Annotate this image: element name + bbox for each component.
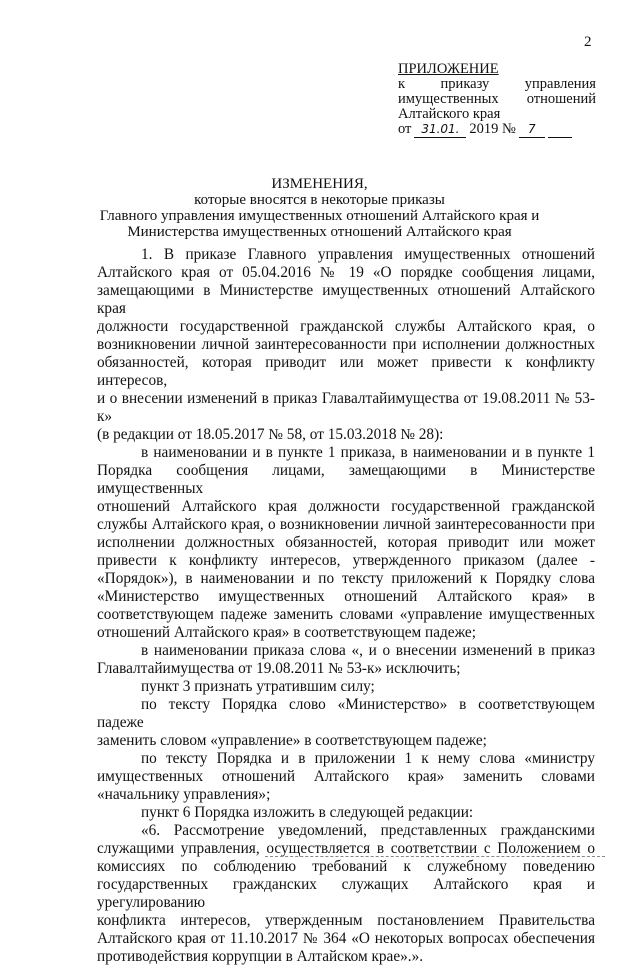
body-line-text: Главалтайимущества от 19.08.2011 № 53-к» исключить; xyxy=(97,660,461,677)
body-line-text: по тексту Порядка слово «Министерство» в соответствующем падеже xyxy=(97,696,595,731)
body-line xyxy=(97,570,595,588)
appendix-line-1 xyxy=(398,77,596,92)
appendix-date-row xyxy=(398,122,596,138)
body-line xyxy=(97,624,595,642)
appendix-line-2 xyxy=(398,92,596,107)
appendix-block xyxy=(398,62,596,138)
body-line xyxy=(97,660,595,678)
body-line-text: возникновении личной заинтересованности при исполнении должностных xyxy=(97,336,595,353)
body-line xyxy=(97,642,595,660)
body-line xyxy=(97,768,595,786)
body-line-text: и о внесении изменений в приказ Главалтайимущества от 19.08.2011 № 53-к» xyxy=(97,390,595,425)
body-line-text: обязанностей, которая приводит или может привести к конфликту интересов, xyxy=(97,354,595,389)
body-line-text: заменить словом «управление» в соответствующем падеже; xyxy=(97,732,487,749)
body-line xyxy=(97,696,595,732)
body-line-text: «6. Рассмотрение уведомлений, представленных гражданскими xyxy=(141,822,595,839)
appendix-word: приказу xyxy=(440,76,490,92)
body-line-text: пункт 3 признать утратившим силу; xyxy=(141,678,375,695)
body-line xyxy=(97,246,595,264)
appendix-word: Алтайского края xyxy=(398,106,501,122)
heading-line: которые вносятся в некоторые приказы xyxy=(194,192,445,208)
document-body xyxy=(97,246,595,966)
body-line xyxy=(97,498,595,516)
body-line xyxy=(97,732,595,750)
body-line xyxy=(97,336,595,354)
body-line-text: отношений Алтайского края» в соответствующем падеже; xyxy=(97,624,476,641)
body-line xyxy=(97,588,595,606)
heading-line: Министерства имущественных отношений Алтайского края xyxy=(127,224,512,240)
body-line xyxy=(97,786,595,804)
body-line-text: в наименовании приказа слова «, и о внесении изменений в приказ xyxy=(141,642,595,659)
handwritten-date: 31.01. xyxy=(414,122,466,138)
body-line xyxy=(97,444,595,462)
body-line-text: «начальнику управления»; xyxy=(97,786,271,803)
date-prefix: от xyxy=(398,121,412,137)
body-line xyxy=(97,282,595,318)
body-line-text: привести к конфликту интересов, утвержденного приказом (далее - xyxy=(97,552,595,569)
body-line-text: имущественных отношений Алтайского края» заменить словами xyxy=(97,768,595,785)
body-line-text: Алтайского края от 11.10.2017 № 364 «О некоторых вопросах обеспечения xyxy=(97,930,595,947)
body-line-text: противодействия коррупции в Алтайском крае».». xyxy=(97,948,424,965)
appendix-line-3 xyxy=(398,107,596,122)
body-line-text: в наименовании и в пункте 1 приказа, в наименовании и в пункте 1 xyxy=(141,444,595,461)
body-line-text: исполнении должностных обязанностей, которая приводит или может xyxy=(97,534,595,551)
body-line xyxy=(97,606,595,624)
body-line-text: отношений Алтайского края должности государственной гражданской xyxy=(97,498,595,515)
page-bottom-rule xyxy=(265,856,605,857)
body-line xyxy=(97,858,595,876)
body-line-text: «Порядок»), в наименовании и по тексту приложений к Порядку слова xyxy=(97,570,595,587)
body-line-text: должности государственной гражданской службы Алтайского края, о xyxy=(97,318,595,335)
appendix-title: ПРИЛОЖЕНИЕ xyxy=(398,61,499,77)
handwritten-order-number: 7 xyxy=(519,122,545,138)
body-line-text: комиссиях по соблюдению требований к служебному поведению xyxy=(97,858,595,875)
body-line xyxy=(97,264,595,282)
body-line xyxy=(97,678,595,696)
body-line xyxy=(97,750,595,768)
number-underline xyxy=(548,122,572,138)
appendix-title-row xyxy=(398,62,596,77)
appendix-word: к xyxy=(398,76,406,92)
body-line-text: по тексту Порядка и в приложении 1 к нему слова «министру xyxy=(141,750,595,767)
body-line xyxy=(97,534,595,552)
body-line xyxy=(97,930,595,948)
appendix-word: имущественных xyxy=(398,91,499,107)
heading-title: ИЗМЕНЕНИЯ, xyxy=(271,176,368,192)
body-line xyxy=(97,876,595,912)
body-line-text: пункт 6 Порядка изложить в следующей редакции: xyxy=(141,804,474,821)
body-line xyxy=(97,318,595,336)
page-number: 2 xyxy=(584,34,592,50)
body-line-text: служащими управления, осуществляется в соответствии с Положением о xyxy=(97,840,595,857)
body-line xyxy=(97,516,595,534)
body-line xyxy=(97,912,595,930)
body-line-text: замещающими в Министерстве имущественных отношений Алтайского края xyxy=(97,282,595,317)
body-line-text: конфликта интересов, утвержденным постановлением Правительства xyxy=(97,912,595,929)
body-line xyxy=(97,426,595,444)
body-line-text: Алтайского края от 05.04.2016 № 19 «О порядке сообщения лицами, xyxy=(97,264,595,281)
body-line xyxy=(97,462,595,498)
body-line-text: «Министерство имущественных отношений Алтайского края» в xyxy=(97,588,595,605)
body-line-text: соответствующем падеже заменить словами «управление имущественных xyxy=(97,606,595,623)
order-year: 2019 № xyxy=(469,121,516,137)
body-line-text: службы Алтайского края, о возникновении личной заинтересованности при xyxy=(97,516,595,533)
appendix-word: отношений xyxy=(526,91,596,107)
body-line xyxy=(97,804,595,822)
body-line xyxy=(97,354,595,390)
body-line-text: (в редакции от 18.05.2017 № 58, от 15.03.2018 № 28): xyxy=(97,426,444,443)
body-line xyxy=(97,948,595,966)
body-line xyxy=(97,390,595,426)
body-line-text: 1. В приказе Главного управления имущественных отношений xyxy=(141,246,595,263)
body-line-text: государственных гражданских служащих Алтайского края и урегулированию xyxy=(97,876,595,911)
appendix-word: управления xyxy=(524,76,596,92)
body-line xyxy=(97,822,595,840)
heading-line: Главного управления имущественных отношений Алтайского края и xyxy=(99,208,540,224)
document-heading xyxy=(0,176,639,240)
body-line-text: Порядка сообщения лицами, замещающими в Министерстве имущественных xyxy=(97,462,595,497)
body-line xyxy=(97,552,595,570)
